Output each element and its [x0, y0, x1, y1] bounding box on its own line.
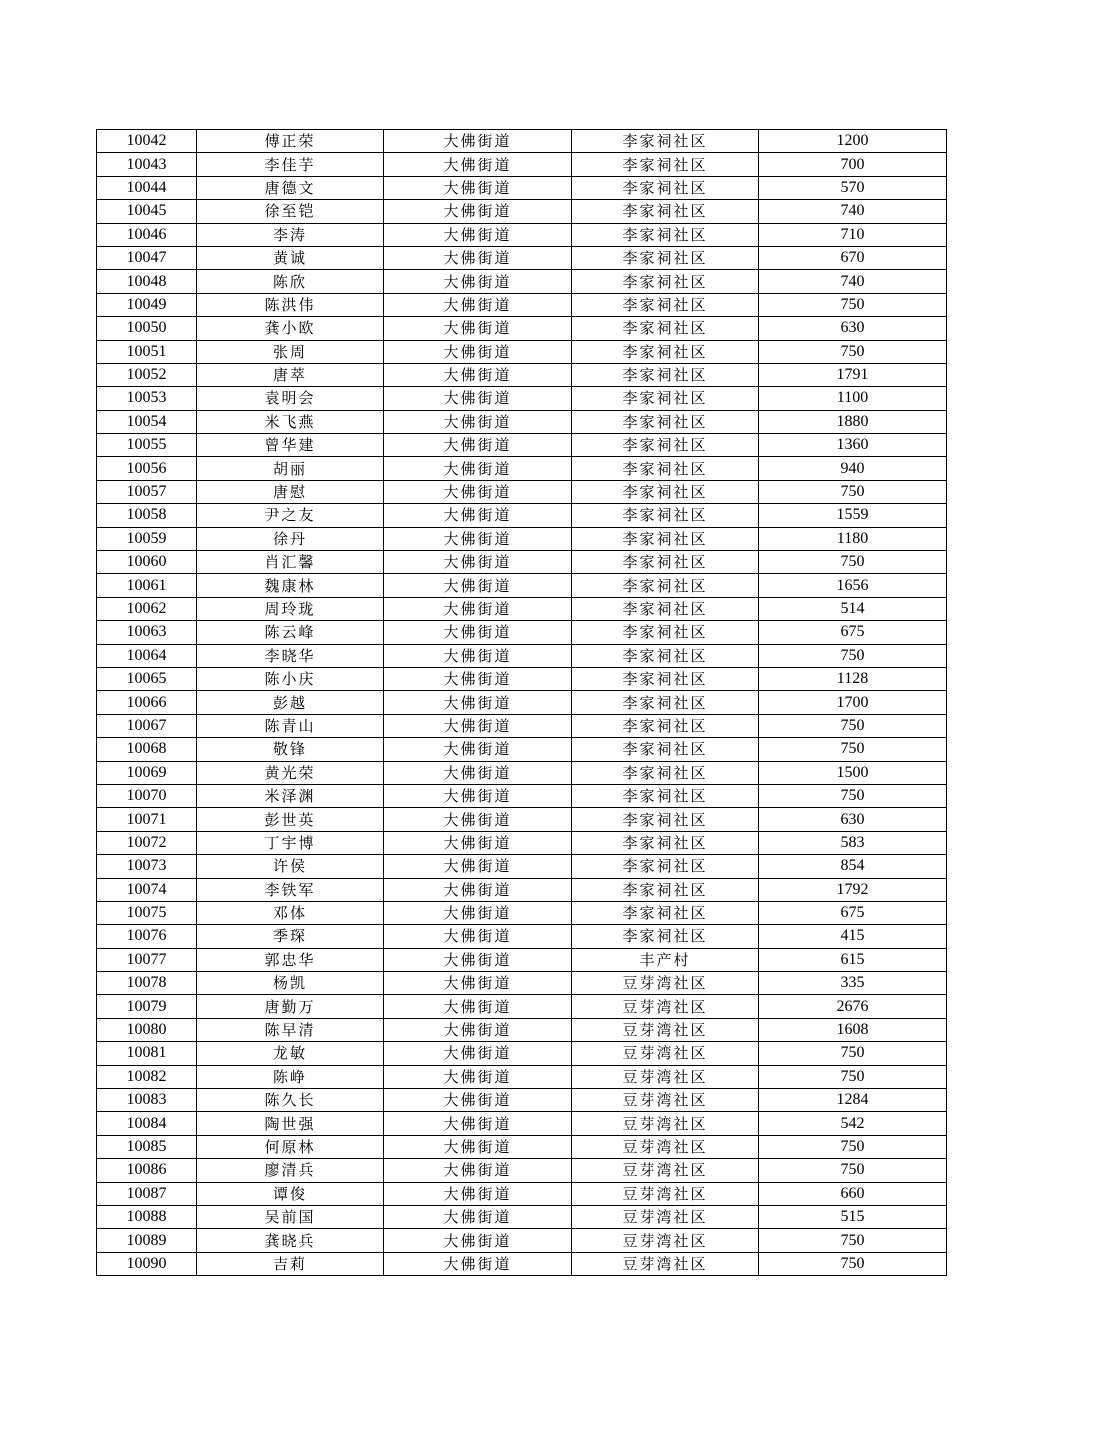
table-row	[97, 270, 947, 293]
name-cell: 周玲珑	[197, 597, 384, 620]
community-cell: 李家祠社区	[572, 855, 759, 878]
id-cell: 10074	[97, 878, 197, 901]
table-row	[97, 1182, 947, 1205]
id-cell: 10089	[97, 1229, 197, 1252]
community-cell: 李家祠社区	[572, 130, 759, 153]
community-cell: 李家祠社区	[572, 153, 759, 176]
amount-cell: 750	[759, 340, 947, 363]
name-cell: 杨凯	[197, 972, 384, 995]
street-cell: 大佛街道	[384, 130, 572, 153]
amount-cell: 1791	[759, 363, 947, 386]
amount-cell: 1200	[759, 130, 947, 153]
amount-cell: 1792	[759, 878, 947, 901]
street-cell: 大佛街道	[384, 223, 572, 246]
id-cell: 10090	[97, 1252, 197, 1275]
table-row	[97, 1089, 947, 1112]
amount-cell: 1700	[759, 691, 947, 714]
street-cell: 大佛街道	[384, 644, 572, 667]
amount-cell: 1880	[759, 410, 947, 433]
name-cell: 唐德文	[197, 176, 384, 199]
street-cell: 大佛街道	[384, 1089, 572, 1112]
table-row	[97, 667, 947, 690]
id-cell: 10085	[97, 1135, 197, 1158]
id-cell: 10071	[97, 808, 197, 831]
table-row	[97, 714, 947, 737]
community-cell: 豆芽湾社区	[572, 995, 759, 1018]
table-row	[97, 948, 947, 971]
street-cell: 大佛街道	[384, 667, 572, 690]
name-cell: 许侯	[197, 855, 384, 878]
id-cell: 10046	[97, 223, 197, 246]
community-cell: 李家祠社区	[572, 223, 759, 246]
id-cell: 10078	[97, 972, 197, 995]
community-cell: 李家祠社区	[572, 738, 759, 761]
name-cell: 陈洪伟	[197, 293, 384, 316]
table-row	[97, 784, 947, 807]
id-cell: 10080	[97, 1018, 197, 1041]
name-cell: 彭越	[197, 691, 384, 714]
amount-cell: 740	[759, 200, 947, 223]
name-cell: 季琛	[197, 925, 384, 948]
amount-cell: 750	[759, 1229, 947, 1252]
name-cell: 陈小庆	[197, 667, 384, 690]
table-row	[97, 621, 947, 644]
table-row	[97, 995, 947, 1018]
amount-cell: 1656	[759, 574, 947, 597]
name-cell: 龙敏	[197, 1042, 384, 1065]
name-cell: 陈早清	[197, 1018, 384, 1041]
roster-table	[96, 129, 947, 1276]
id-cell: 10061	[97, 574, 197, 597]
street-cell: 大佛街道	[384, 1135, 572, 1158]
community-cell: 豆芽湾社区	[572, 1065, 759, 1088]
table-row	[97, 363, 947, 386]
name-cell: 陈青山	[197, 714, 384, 737]
name-cell: 李晓华	[197, 644, 384, 667]
table-row	[97, 223, 947, 246]
community-cell: 李家祠社区	[572, 480, 759, 503]
table-row	[97, 597, 947, 620]
community-cell: 豆芽湾社区	[572, 1205, 759, 1228]
community-cell: 豆芽湾社区	[572, 1135, 759, 1158]
community-cell: 豆芽湾社区	[572, 972, 759, 995]
community-cell: 李家祠社区	[572, 387, 759, 410]
amount-cell: 1360	[759, 434, 947, 457]
name-cell: 李佳芋	[197, 153, 384, 176]
name-cell: 廖清兵	[197, 1159, 384, 1182]
roster-table-body	[97, 130, 947, 1276]
id-cell: 10053	[97, 387, 197, 410]
community-cell: 李家祠社区	[572, 363, 759, 386]
community-cell: 李家祠社区	[572, 831, 759, 854]
table-row	[97, 878, 947, 901]
name-cell: 敬锋	[197, 738, 384, 761]
amount-cell: 1559	[759, 504, 947, 527]
id-cell: 10066	[97, 691, 197, 714]
community-cell: 李家祠社区	[572, 808, 759, 831]
amount-cell: 750	[759, 1135, 947, 1158]
table-row	[97, 738, 947, 761]
street-cell: 大佛街道	[384, 831, 572, 854]
table-row	[97, 1135, 947, 1158]
amount-cell: 710	[759, 223, 947, 246]
name-cell: 吴前国	[197, 1205, 384, 1228]
amount-cell: 670	[759, 246, 947, 269]
table-row	[97, 293, 947, 316]
name-cell: 黄光荣	[197, 761, 384, 784]
name-cell: 张周	[197, 340, 384, 363]
table-row	[97, 972, 947, 995]
amount-cell: 750	[759, 784, 947, 807]
street-cell: 大佛街道	[384, 808, 572, 831]
street-cell: 大佛街道	[384, 925, 572, 948]
community-cell: 豆芽湾社区	[572, 1089, 759, 1112]
id-cell: 10063	[97, 621, 197, 644]
id-cell: 10048	[97, 270, 197, 293]
community-cell: 李家祠社区	[572, 714, 759, 737]
name-cell: 邓体	[197, 901, 384, 924]
name-cell: 肖汇馨	[197, 551, 384, 574]
street-cell: 大佛街道	[384, 504, 572, 527]
amount-cell: 1100	[759, 387, 947, 410]
table-row	[97, 1159, 947, 1182]
community-cell: 李家祠社区	[572, 644, 759, 667]
community-cell: 李家祠社区	[572, 878, 759, 901]
street-cell: 大佛街道	[384, 621, 572, 644]
name-cell: 徐至铠	[197, 200, 384, 223]
street-cell: 大佛街道	[384, 995, 572, 1018]
amount-cell: 750	[759, 1159, 947, 1182]
id-cell: 10079	[97, 995, 197, 1018]
amount-cell: 542	[759, 1112, 947, 1135]
table-row	[97, 901, 947, 924]
amount-cell: 630	[759, 808, 947, 831]
community-cell: 丰产村	[572, 948, 759, 971]
name-cell: 米泽渊	[197, 784, 384, 807]
name-cell: 黄诚	[197, 246, 384, 269]
street-cell: 大佛街道	[384, 878, 572, 901]
community-cell: 李家祠社区	[572, 901, 759, 924]
id-cell: 10067	[97, 714, 197, 737]
table-row	[97, 644, 947, 667]
name-cell: 胡丽	[197, 457, 384, 480]
amount-cell: 740	[759, 270, 947, 293]
amount-cell: 615	[759, 948, 947, 971]
name-cell: 曾华建	[197, 434, 384, 457]
name-cell: 米飞燕	[197, 410, 384, 433]
id-cell: 10043	[97, 153, 197, 176]
id-cell: 10081	[97, 1042, 197, 1065]
id-cell: 10072	[97, 831, 197, 854]
amount-cell: 335	[759, 972, 947, 995]
street-cell: 大佛街道	[384, 153, 572, 176]
id-cell: 10088	[97, 1205, 197, 1228]
name-cell: 陈云峰	[197, 621, 384, 644]
street-cell: 大佛街道	[384, 270, 572, 293]
id-cell: 10054	[97, 410, 197, 433]
id-cell: 10083	[97, 1089, 197, 1112]
community-cell: 豆芽湾社区	[572, 1018, 759, 1041]
community-cell: 李家祠社区	[572, 551, 759, 574]
table-row	[97, 527, 947, 550]
name-cell: 唐勤万	[197, 995, 384, 1018]
community-cell: 李家祠社区	[572, 621, 759, 644]
name-cell: 尹之友	[197, 504, 384, 527]
id-cell: 10042	[97, 130, 197, 153]
id-cell: 10057	[97, 480, 197, 503]
table-row	[97, 808, 947, 831]
street-cell: 大佛街道	[384, 761, 572, 784]
street-cell: 大佛街道	[384, 387, 572, 410]
name-cell: 彭世英	[197, 808, 384, 831]
amount-cell: 750	[759, 714, 947, 737]
table-row	[97, 1205, 947, 1228]
community-cell: 李家祠社区	[572, 504, 759, 527]
table-row	[97, 317, 947, 340]
name-cell: 袁明会	[197, 387, 384, 410]
table-row	[97, 176, 947, 199]
street-cell: 大佛街道	[384, 317, 572, 340]
street-cell: 大佛街道	[384, 972, 572, 995]
street-cell: 大佛街道	[384, 901, 572, 924]
table-row	[97, 130, 947, 153]
name-cell: 魏康林	[197, 574, 384, 597]
id-cell: 10076	[97, 925, 197, 948]
name-cell: 龚小欧	[197, 317, 384, 340]
id-cell: 10086	[97, 1159, 197, 1182]
table-row	[97, 831, 947, 854]
table-row	[97, 1112, 947, 1135]
amount-cell: 415	[759, 925, 947, 948]
amount-cell: 750	[759, 1042, 947, 1065]
id-cell: 10052	[97, 363, 197, 386]
name-cell: 郭忠华	[197, 948, 384, 971]
table-row	[97, 340, 947, 363]
table-row	[97, 855, 947, 878]
id-cell: 10058	[97, 504, 197, 527]
community-cell: 李家祠社区	[572, 784, 759, 807]
id-cell: 10070	[97, 784, 197, 807]
table-row	[97, 153, 947, 176]
street-cell: 大佛街道	[384, 176, 572, 199]
community-cell: 豆芽湾社区	[572, 1042, 759, 1065]
street-cell: 大佛街道	[384, 1252, 572, 1275]
amount-cell: 940	[759, 457, 947, 480]
community-cell: 李家祠社区	[572, 270, 759, 293]
id-cell: 10051	[97, 340, 197, 363]
table-row	[97, 551, 947, 574]
id-cell: 10050	[97, 317, 197, 340]
amount-cell: 1180	[759, 527, 947, 550]
street-cell: 大佛街道	[384, 434, 572, 457]
street-cell: 大佛街道	[384, 527, 572, 550]
street-cell: 大佛街道	[384, 410, 572, 433]
street-cell: 大佛街道	[384, 1229, 572, 1252]
community-cell: 李家祠社区	[572, 574, 759, 597]
table-row	[97, 410, 947, 433]
community-cell: 豆芽湾社区	[572, 1229, 759, 1252]
amount-cell: 750	[759, 551, 947, 574]
community-cell: 李家祠社区	[572, 434, 759, 457]
community-cell: 李家祠社区	[572, 200, 759, 223]
id-cell: 10055	[97, 434, 197, 457]
amount-cell: 854	[759, 855, 947, 878]
amount-cell: 570	[759, 176, 947, 199]
id-cell: 10077	[97, 948, 197, 971]
name-cell: 李铁军	[197, 878, 384, 901]
community-cell: 李家祠社区	[572, 597, 759, 620]
id-cell: 10060	[97, 551, 197, 574]
street-cell: 大佛街道	[384, 457, 572, 480]
amount-cell: 514	[759, 597, 947, 620]
name-cell: 徐丹	[197, 527, 384, 550]
name-cell: 丁宇博	[197, 831, 384, 854]
id-cell: 10062	[97, 597, 197, 620]
amount-cell: 750	[759, 293, 947, 316]
amount-cell: 675	[759, 621, 947, 644]
street-cell: 大佛街道	[384, 1065, 572, 1088]
name-cell: 何原林	[197, 1135, 384, 1158]
name-cell: 唐萃	[197, 363, 384, 386]
id-cell: 10047	[97, 246, 197, 269]
community-cell: 豆芽湾社区	[572, 1252, 759, 1275]
amount-cell: 750	[759, 1252, 947, 1275]
community-cell: 豆芽湾社区	[572, 1112, 759, 1135]
name-cell: 陶世强	[197, 1112, 384, 1135]
street-cell: 大佛街道	[384, 293, 572, 316]
amount-cell: 630	[759, 317, 947, 340]
name-cell: 陈欣	[197, 270, 384, 293]
amount-cell: 750	[759, 644, 947, 667]
street-cell: 大佛街道	[384, 246, 572, 269]
community-cell: 豆芽湾社区	[572, 1159, 759, 1182]
amount-cell: 1284	[759, 1089, 947, 1112]
street-cell: 大佛街道	[384, 948, 572, 971]
amount-cell: 515	[759, 1205, 947, 1228]
table-row	[97, 480, 947, 503]
table-row	[97, 761, 947, 784]
id-cell: 10044	[97, 176, 197, 199]
community-cell: 李家祠社区	[572, 761, 759, 784]
community-cell: 李家祠社区	[572, 691, 759, 714]
amount-cell: 1608	[759, 1018, 947, 1041]
name-cell: 吉莉	[197, 1252, 384, 1275]
community-cell: 豆芽湾社区	[572, 1182, 759, 1205]
table-row	[97, 457, 947, 480]
amount-cell: 583	[759, 831, 947, 854]
community-cell: 李家祠社区	[572, 317, 759, 340]
amount-cell: 2676	[759, 995, 947, 1018]
id-cell: 10084	[97, 1112, 197, 1135]
amount-cell: 750	[759, 738, 947, 761]
table-row	[97, 1018, 947, 1041]
table-row	[97, 1252, 947, 1275]
id-cell: 10087	[97, 1182, 197, 1205]
table-row	[97, 574, 947, 597]
amount-cell: 1128	[759, 667, 947, 690]
street-cell: 大佛街道	[384, 340, 572, 363]
street-cell: 大佛街道	[384, 714, 572, 737]
amount-cell: 750	[759, 480, 947, 503]
id-cell: 10068	[97, 738, 197, 761]
id-cell: 10064	[97, 644, 197, 667]
id-cell: 10056	[97, 457, 197, 480]
name-cell: 龚晓兵	[197, 1229, 384, 1252]
street-cell: 大佛街道	[384, 691, 572, 714]
id-cell: 10075	[97, 901, 197, 924]
id-cell: 10049	[97, 293, 197, 316]
amount-cell: 1500	[759, 761, 947, 784]
street-cell: 大佛街道	[384, 1159, 572, 1182]
street-cell: 大佛街道	[384, 1112, 572, 1135]
street-cell: 大佛街道	[384, 1205, 572, 1228]
street-cell: 大佛街道	[384, 1018, 572, 1041]
street-cell: 大佛街道	[384, 363, 572, 386]
street-cell: 大佛街道	[384, 1182, 572, 1205]
street-cell: 大佛街道	[384, 597, 572, 620]
name-cell: 唐慰	[197, 480, 384, 503]
id-cell: 10082	[97, 1065, 197, 1088]
table-row	[97, 387, 947, 410]
table-row	[97, 925, 947, 948]
amount-cell: 750	[759, 1065, 947, 1088]
table-row	[97, 1065, 947, 1088]
table-row	[97, 1229, 947, 1252]
community-cell: 李家祠社区	[572, 667, 759, 690]
community-cell: 李家祠社区	[572, 246, 759, 269]
street-cell: 大佛街道	[384, 784, 572, 807]
id-cell: 10045	[97, 200, 197, 223]
street-cell: 大佛街道	[384, 1042, 572, 1065]
amount-cell: 660	[759, 1182, 947, 1205]
name-cell: 谭俊	[197, 1182, 384, 1205]
amount-cell: 675	[759, 901, 947, 924]
table-row	[97, 434, 947, 457]
id-cell: 10059	[97, 527, 197, 550]
name-cell: 陈峥	[197, 1065, 384, 1088]
id-cell: 10065	[97, 667, 197, 690]
table-row	[97, 1042, 947, 1065]
street-cell: 大佛街道	[384, 480, 572, 503]
community-cell: 李家祠社区	[572, 457, 759, 480]
street-cell: 大佛街道	[384, 855, 572, 878]
community-cell: 李家祠社区	[572, 410, 759, 433]
name-cell: 傅正荣	[197, 130, 384, 153]
street-cell: 大佛街道	[384, 551, 572, 574]
street-cell: 大佛街道	[384, 574, 572, 597]
street-cell: 大佛街道	[384, 200, 572, 223]
table-row	[97, 246, 947, 269]
community-cell: 李家祠社区	[572, 176, 759, 199]
community-cell: 李家祠社区	[572, 527, 759, 550]
name-cell: 李涛	[197, 223, 384, 246]
street-cell: 大佛街道	[384, 738, 572, 761]
id-cell: 10073	[97, 855, 197, 878]
name-cell: 陈久长	[197, 1089, 384, 1112]
table-row	[97, 691, 947, 714]
table-row	[97, 200, 947, 223]
community-cell: 李家祠社区	[572, 293, 759, 316]
amount-cell: 700	[759, 153, 947, 176]
id-cell: 10069	[97, 761, 197, 784]
table-row	[97, 504, 947, 527]
community-cell: 李家祠社区	[572, 340, 759, 363]
community-cell: 李家祠社区	[572, 925, 759, 948]
